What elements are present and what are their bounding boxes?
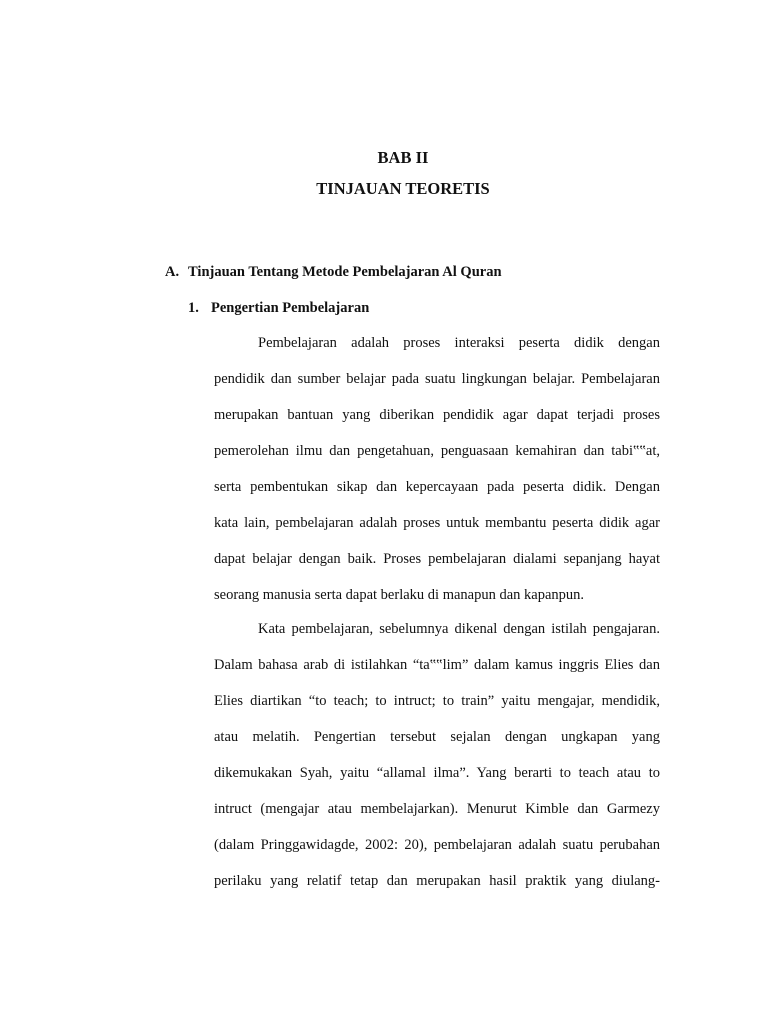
paragraph-line: merupakan bantuan yang diberikan pendidik agar dapat terjadi proses xyxy=(214,407,660,423)
paragraph-line: Dalam bahasa arab di istilahkan “ta‟‟lim” dalam kamus inggris Elies dan xyxy=(214,657,660,673)
paragraph-line: seorang manusia serta dapat berlaku di manapun dan kapanpun. xyxy=(214,587,585,603)
paragraph-line: intruct (mengajar atau membelajarkan). Menurut Kimble dan Garmezy xyxy=(214,801,660,817)
chapter-label: BAB II xyxy=(377,148,429,167)
subsection-number: 1. xyxy=(188,300,199,316)
paragraph-line: atau melatih. Pengertian tersebut sejalan dengan ungkapan yang xyxy=(214,729,660,745)
paragraph-line: Pembelajaran adalah proses interaksi peserta didik dengan xyxy=(258,335,660,351)
paragraph-line: dapat belajar dengan baik. Proses pembelajaran dialami sepanjang hayat xyxy=(214,551,660,567)
subsection-title: Pengertian Pembelajaran xyxy=(211,300,370,316)
subsection-heading-1 xyxy=(188,297,369,319)
paragraph-line: perilaku yang relatif tetap dan merupakan hasil praktik yang diulang- xyxy=(214,873,660,889)
paragraph-line: Elies diartikan “to teach; to intruct; to train” yaitu mengajar, mendidik, xyxy=(214,693,660,709)
paragraph-line: (dalam Pringgawidagde, 2002: 20), pembelajaran adalah suatu perubahan xyxy=(214,837,660,853)
section-title: Tinjauan Tentang Metode Pembelajaran Al Quran xyxy=(188,264,502,280)
paragraph-line: pemerolehan ilmu dan pengetahuan, penguasaan kemahiran dan tabi‟‟at, xyxy=(214,443,660,459)
paragraph-line: dikemukakan Syah, yaitu “allamal ilma”. Yang berarti to teach atau to xyxy=(214,765,660,781)
paragraph-line: pendidik dan sumber belajar pada suatu lingkungan belajar. Pembelajaran xyxy=(214,371,660,387)
section-number: A. xyxy=(165,264,180,280)
section-heading-a xyxy=(165,261,502,283)
paragraph-line: serta pembentukan sikap dan kepercayaan pada peserta didik. Dengan xyxy=(214,479,660,495)
chapter-title: TINJAUAN TEORETIS xyxy=(316,179,490,198)
paragraph-line: Kata pembelajaran, sebelumnya dikenal dengan istilah pengajaran. xyxy=(258,621,660,637)
paragraph-line: kata lain, pembelajaran adalah proses untuk membantu peserta didik agar xyxy=(214,515,660,531)
